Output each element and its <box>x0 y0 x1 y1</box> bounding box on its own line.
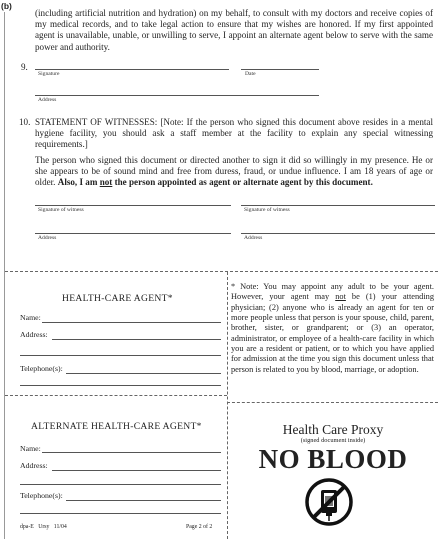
alternate-agent-heading: ALTERNATE HEALTH-CARE AGENT* <box>31 421 202 432</box>
witness-bold-b: the person appointed as agent or alternate agent by this document. <box>112 177 373 188</box>
cut-line-middle <box>227 272 228 539</box>
witness-2-address-caption: Address <box>244 235 263 241</box>
note-part-1: * Note: You may appoint any adult to be your agent. However, your agent may <box>231 282 434 302</box>
corner-label: (b) <box>1 1 12 11</box>
witness-1-signature-line[interactable] <box>35 205 231 206</box>
agent-telephone-field-1[interactable] <box>66 373 221 374</box>
alternate-address-label: Address: <box>20 461 48 470</box>
note-not: not <box>335 292 346 302</box>
address-line[interactable] <box>35 95 319 96</box>
witness-bold-not: not <box>99 177 113 188</box>
agent-telephone-label: Telephone(s): <box>20 364 63 373</box>
proxy-title: Health Care Proxy <box>282 422 384 437</box>
witness-2-signature-caption: Signature of witness <box>244 207 290 213</box>
agent-address-label: Address: <box>20 330 48 339</box>
date-caption: Date <box>245 71 256 77</box>
agent-address-field-2[interactable] <box>20 355 221 356</box>
item-10-number: 10. <box>19 117 31 127</box>
no-blood-transfusion-icon <box>304 477 354 527</box>
witness-statement-heading: STATEMENT OF WITNESSES: [Note: If the person who signed this document above resides in a mental hygiene facility, you should ask a staff member at the facility to explain any special witnessing requirements.] <box>35 117 433 150</box>
no-blood-heading: NO BLOOD <box>258 444 408 474</box>
health-care-agent-heading: HEALTH-CARE AGENT* <box>62 293 173 304</box>
intro-paragraph: (including artificial nutrition and hydration) on my behalf, to consult with my doctors and receive copies of my medical records, and to take legal action to ensure that my wishes are honored. If my first appointed agent is unavailable, unable, or unwilling to serve, I appoint an alternate agent below to serve with the same power and authority. <box>35 8 433 52</box>
witness-1-address-line[interactable] <box>35 233 231 234</box>
alternate-address-field-2[interactable] <box>20 484 221 485</box>
witness-2-address-line[interactable] <box>241 233 435 234</box>
signature-line[interactable] <box>35 69 229 70</box>
witness-1-signature-caption: Signature of witness <box>38 207 84 213</box>
item-9-number: 9. <box>21 62 28 72</box>
cut-line-top <box>5 271 438 272</box>
witness-2-signature-line[interactable] <box>241 205 435 206</box>
date-line[interactable] <box>241 69 319 70</box>
witness-1-address-caption: Address <box>38 235 57 241</box>
alternate-name-field[interactable] <box>42 452 221 453</box>
alternate-telephone-label: Telephone(s): <box>20 491 63 500</box>
alternate-address-field-1[interactable] <box>52 470 221 471</box>
witness-statement-body <box>35 155 433 189</box>
agent-telephone-field-2[interactable] <box>20 385 221 386</box>
agent-note <box>231 282 434 375</box>
signature-caption: Signature <box>38 71 60 77</box>
alternate-telephone-field-1[interactable] <box>66 500 221 501</box>
agent-address-field-1[interactable] <box>52 339 221 340</box>
cut-line-proxy-top <box>227 402 438 403</box>
cut-line-card-separator <box>5 395 227 396</box>
note-part-2: be (1) your attending physician; (2) anyone who is already an agent for ten or more people unless that person is your spouse, child, parent, brother, sister, or grandparent; or (3) an operator, administrator, or employee of a health-care facility in which you are a resident or patient, or to which you have applied for admission at the time you sign this document unless that person is related to you by blood, marriage, or adoption. <box>231 292 434 374</box>
agent-name-label: Name: <box>20 313 41 322</box>
witness-bold-a: Also, I am <box>57 177 100 188</box>
form-code: dpa-E Ursy 11/04 <box>20 524 67 530</box>
page-number: Page 2 of 2 <box>186 524 213 530</box>
address-caption: Address <box>38 97 57 103</box>
alternate-telephone-field-2[interactable] <box>20 513 221 514</box>
alternate-name-label: Name: <box>20 444 41 453</box>
witness-body-text: The person who signed this document or directed another to sign it did so willingly in my presence. He or she appears to be of sound mind and free from duress, fraud, or undue influence. I am 18 years of age or older. <box>35 155 433 188</box>
proxy-subtitle: (signed document inside) <box>300 437 366 444</box>
left-margin-rule <box>4 12 5 539</box>
agent-name-field[interactable] <box>42 322 221 323</box>
